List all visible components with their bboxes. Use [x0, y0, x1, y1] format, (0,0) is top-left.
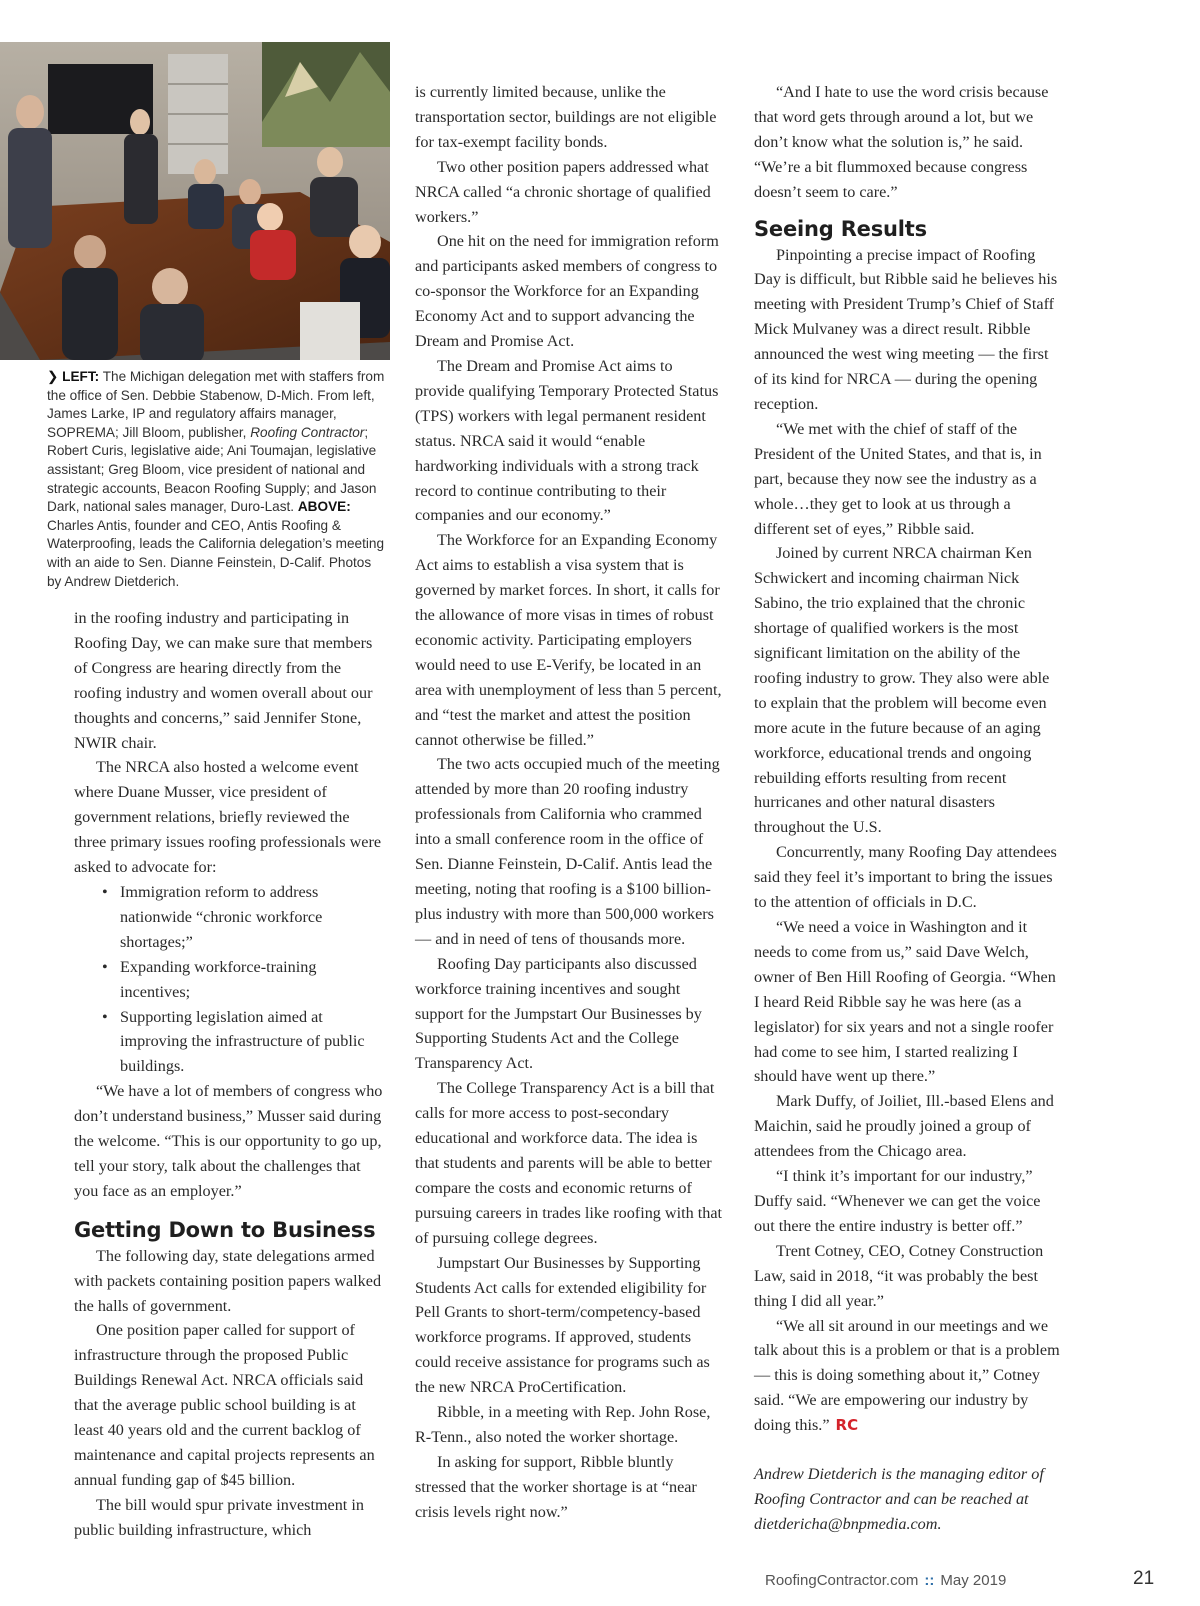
bullet-icon: •: [102, 1007, 108, 1026]
footer-site: RoofingContractor.com: [765, 1572, 919, 1589]
paragraph: Joined by current NRCA chairman Ken Schwickert and incoming chairman Nick Sabino, the trio explained that the chronic shortage of qualified workers is the most significant limitation on the ability of the roofing industry to grow. They also were able to explain that the problem will become even more acute in the future because of an aging workforce, educational trends and ongoing rebuilding efforts resulting from recent hurricanes and other natural disasters throughout the U.S.: [754, 544, 1050, 837]
paragraph-text: “We all sit around in our meetings and we talk about this is a problem or that is a problem — this is doing something about it,” Cotney said. “We are empowering our industry by doing this.”: [754, 1316, 1060, 1435]
caption-text: The Michigan delegation met with staffers from the office of Sen. Debbie Stabenow, D-Mich. From left, James Larke, IP and regulatory affairs manager, SOPREMA; Jill Bloom, publisher,: [47, 369, 385, 440]
paragraph: The following day, state delegations armed with packets containing position papers walked the halls of government.: [74, 1246, 382, 1315]
caption-text: ; Robert Curis, legislative aide; Ani Toumajan, legislative assistant; Greg Bloom, vice president of national and strategic accounts, Beacon Roofing Supply; and Jason Dark, national sales manager, Duro-Last.: [47, 424, 377, 515]
caption-above-label: ABOVE:: [297, 499, 351, 515]
list-item-text: Expanding workforce-training incentives;: [120, 957, 317, 1001]
article-column-1: [74, 606, 384, 1543]
list-item-text: Immigration reform to address nationwide “chronic workforce shortages;”: [120, 882, 323, 951]
paragraph: “I think it’s important for our industry,” Duffy said. “Whenever we can get the voice out there the entire industry is better off.”: [754, 1167, 1041, 1235]
footer-separator: ::: [924, 1572, 935, 1589]
issue-list: [102, 880, 384, 1079]
paragraph: in the roofing industry and participating in Roofing Day, we can make sure that members of Congress are hearing directly from the roofing industry and women overall about our thoughts and concerns,” said Jennifer Stone, NWIR chair.: [74, 609, 373, 752]
bullet-icon: •: [102, 957, 108, 976]
list-item: [102, 1005, 384, 1080]
page-footer: [765, 1572, 1006, 1589]
paragraph: Jumpstart Our Businesses by Supporting Students Act calls for extended eligibility for Pell Grants to short-term/competency-based workforce programs. If approved, students could receive assistance for programs such as the new NRCA ProCertification.: [415, 1253, 710, 1397]
paragraph: Trent Cotney, CEO, Cotney Construction Law, said in 2018, “it was probably the best thing I did all year.”: [754, 1241, 1044, 1310]
paragraph: The College Transparency Act is a bill that calls for more access to post-secondary educational and workforce data. The idea is that students and parents will be able to better compare the costs and economic returns of pursuing careers in trades like roofing with that of pursuing college degrees.: [415, 1079, 723, 1247]
caption-publication-name: Roofing Contractor: [250, 424, 365, 440]
paragraph: Ribble, in a meeting with Rep. John Rose, R-Tenn., also noted the worker shortage.: [415, 1403, 711, 1446]
section-heading: Getting Down to Business: [74, 1217, 376, 1242]
photo-caption: [47, 368, 387, 591]
caption-text: Charles Antis, founder and CEO, Antis Roofing & Waterproofing, leads the California delegation’s meeting with an aide to Sen. Dianne Feinstein, D-Calif. Photos by Andrew Dietderich.: [47, 517, 385, 589]
bullet-icon: •: [102, 882, 108, 901]
paragraph: Concurrently, many Roofing Day attendees said they feel it’s important to bring the issues to the attention of officials in D.C.: [754, 843, 1057, 912]
article-column-3: [754, 80, 1064, 1537]
paragraph: The Dream and Promise Act aims to provide qualifying Temporary Protected Status (TPS) workers with legal permanent resident status. NRCA said it would “enable hardworking individuals with a strong track record to continue contributing to their companies and our economy.”: [415, 356, 719, 525]
page-number: 21: [1133, 1568, 1155, 1589]
author-byline: Andrew Dietderich is the managing editor of Roofing Contractor and can be reached at dietdericha@bnpmedia.com.: [754, 1465, 1044, 1533]
paragraph: “We have a lot of members of congress who don’t understand business,” Musser said during the welcome. “This is our opportunity to go up, tell your story, talk about the challenges that you face as an employer.”: [74, 1082, 383, 1200]
rc-end-mark: RC: [835, 1416, 859, 1435]
list-item-text: Supporting legislation aimed at improving the infrastructure of public buildings.: [120, 1007, 365, 1076]
paragraph: The two acts occupied much of the meeting attended by more than 20 roofing industry professionals from California who crammed into a small conference room in the office of Sen. Dianne Feinstein, D-Calif. Antis lead the meeting, noting that roofing is a $100 billion-plus industry with more than 500,000 workers — and in need of tens of thousands more.: [415, 755, 720, 948]
article-column-2: [415, 80, 725, 1525]
meeting-photo-illustration: [0, 42, 390, 360]
footer-issue: May 2019: [940, 1572, 1007, 1589]
paragraph: “And I hate to use the word crisis because that word gets through around a lot, but we don’t know what the solution is,” he said. “We’re a bit flummoxed because congress doesn’t seem to care.”: [754, 83, 1049, 201]
paragraph: Roofing Day participants also discussed workforce training incentives and sought support for the Jumpstart Our Businesses by Supporting Students Act and the College Transparency Act.: [415, 954, 702, 1073]
list-item: [102, 880, 384, 955]
paragraph: In asking for support, Ribble bluntly stressed that the worker shortage is at “near crisis levels right now.”: [415, 1452, 697, 1521]
paragraph: “We met with the chief of staff of the President of the United States, and that is, in part, because they now see the industry as a whole…they get to look at us through a different set of eyes,” Ribble said.: [754, 419, 1042, 538]
caption-left-label: ❯ LEFT:: [47, 369, 100, 384]
paragraph: Pinpointing a precise impact of Roofing Day is difficult, but Ribble said he believes his meeting with President Trump’s Chief of Staff Mick Mulvaney was a direct result. Ribble announced the west wing meeting — the first of its kind for NRCA — during the opening reception.: [754, 245, 1058, 413]
meeting-photo: [0, 42, 390, 360]
paragraph: One hit on the need for immigration reform and participants asked members of congress to co-sponsor the Workforce for an Expanding Economy Act and to support advancing the Dream and Promise Act.: [415, 232, 719, 351]
paragraph: Two other position papers addressed what NRCA called “a chronic shortage of qualified workers.”: [415, 157, 711, 226]
paragraph: The bill would spur private investment in public building infrastructure, which: [74, 1495, 364, 1539]
paragraph: One position paper called for support of infrastructure through the proposed Public Buildings Renewal Act. NRCA officials said that the average public school building is at least 40 years old and the current backlog of maintenance and capital projects represents an annual funding gap of $45 billion.: [74, 1321, 375, 1489]
paragraph: Mark Duffy, of Joiliet, Ill.-based Elens and Maichin, said he proudly joined a group of attendees from the Chicago area.: [754, 1092, 1054, 1161]
paragraph: [754, 1314, 1064, 1439]
paragraph: The NRCA also hosted a welcome event where Duane Musser, vice president of government relations, briefly reviewed the three primary issues roofing professionals were asked to advocate for:: [74, 758, 382, 877]
paragraph: The Workforce for an Expanding Economy Act aims to establish a visa system that is governed by market forces. In short, it calls for the allowance of more visas in times of robust economic activity. Participating employers would need to use E-Verify, be located in an area with unemployment of less than 5 percent, and “test the market and attest the position cannot otherwise be filled.”: [415, 531, 722, 749]
list-item: [102, 955, 384, 1005]
paragraph: “We need a voice in Washington and it needs to come from us,” said Dave Welch, owner of Ben Hill Roofing of Georgia. “When I heard Reid Ribble say he was here (as a legislator) for six years and not a single roofer had come to see him, I started realizing I should have went up there.”: [754, 918, 1056, 1086]
section-heading: Seeing Results: [754, 216, 927, 241]
paragraph: is currently limited because, unlike the transportation sector, buildings are not eligible for tax-exempt facility bonds.: [415, 83, 717, 151]
